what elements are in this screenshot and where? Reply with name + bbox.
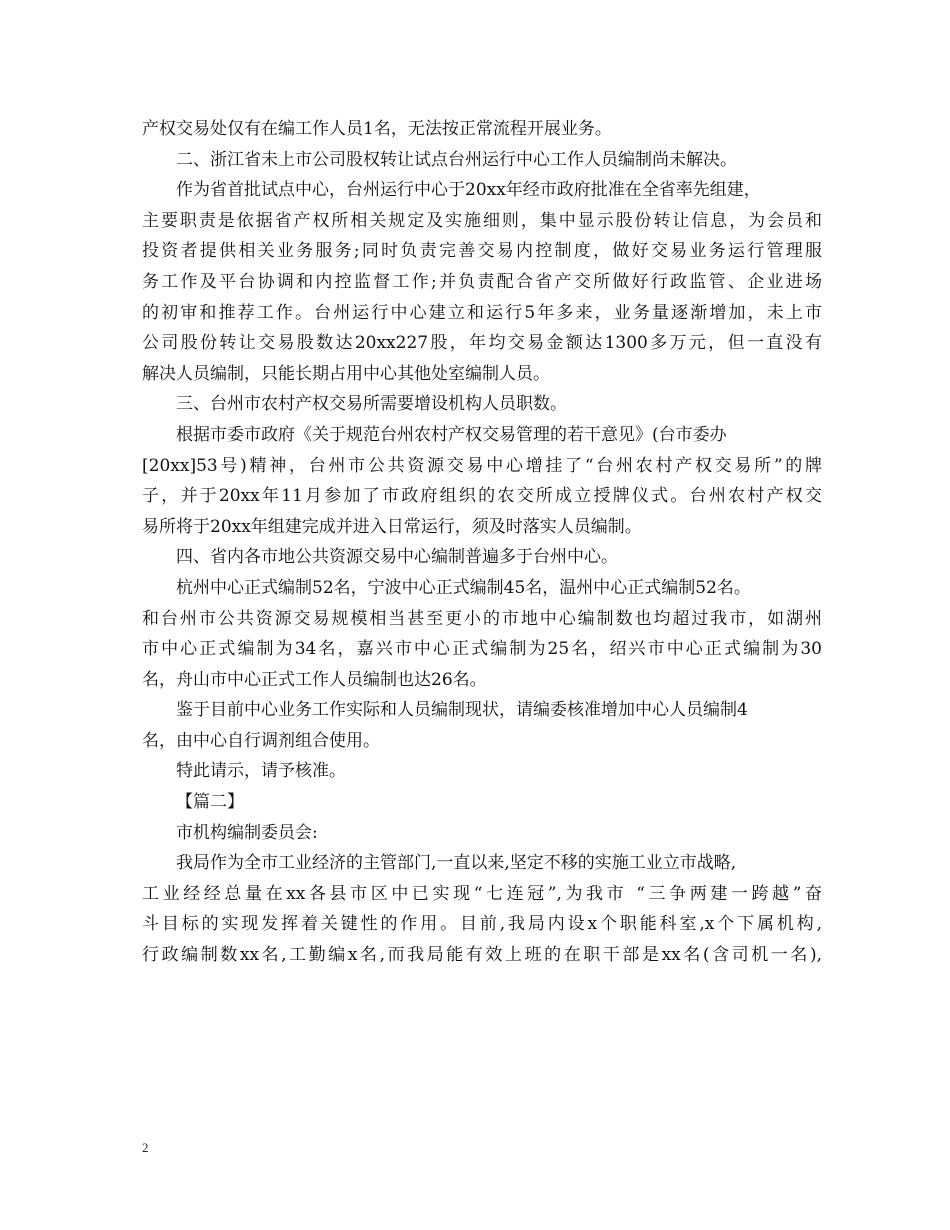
text-line: 二、浙江省未上市公司股权转让试点台州运行中心工作人员编制尚未解决。: [176, 149, 737, 170]
text-line: 根据市委市政府《关于规范台州农村产权交易管理的若干意见》(台市委办: [176, 424, 727, 445]
text-line: 解决人员编制，只能长期占用中心其他处室编制人员。: [142, 363, 550, 384]
text-line: 务工作及平台协调和内控监督工作;并负责配合省产交所做好行政监管、企业进场: [142, 271, 822, 292]
document-body: [142, 114, 822, 971]
text-line: 和台州市公共资源交易规模相当甚至更小的市地中心编制数也均超过我市，如湖州: [142, 608, 822, 629]
text-line: 斗目标的实现发挥着关键性的作用。目前,我局内设x个职能科室,x个下属机构,: [142, 914, 822, 935]
text-line: 子，并于20xx年11月参加了市政府组织的农交所成立授牌仪式。台州农村产权交: [142, 486, 822, 507]
text-line: 名，由中心自行调剂组合使用。: [142, 730, 380, 751]
text-line: 行政编制数xx名,工勤编x名,而我局能有效上班的在职干部是xx名(含司机一名),: [142, 945, 822, 966]
text-line: 作为省首批试点中心，台州运行中心于20xx年经市政府批准在全省率先组建，: [176, 180, 761, 201]
text-line: 产权交易处仅有在编工作人员1名，无法按正常流程开展业务。: [142, 119, 612, 139]
text-line: 工业经经总量在xx各县市区中已实现“七连冠”,为我市 “三争两建一跨越”奋: [142, 883, 822, 904]
page-number: 2: [142, 1140, 149, 1155]
text-line: 公司股份转让交易股数达20xx227股，年均交易金额达1300多万元，但一直没有: [142, 333, 822, 354]
text-line: 三、台州市农村产权交易所需要增设机构人员职数。: [176, 394, 567, 415]
text-line: 市机构编制委员会:: [176, 822, 318, 843]
text-line: 主要职责是依据省产权所相关规定及实施细则，集中显示股份转让信息，为会员和: [142, 210, 822, 231]
text-line: 特此请示，请予核准。: [176, 761, 346, 782]
text-line: 【篇二】: [176, 792, 244, 813]
text-line: 杭州中心正式编制52名，宁波中心正式编制45名，温州中心正式编制52名。: [176, 577, 751, 598]
text-line: 四、省内各市地公共资源交易中心编制普遍多于台州中心。: [176, 547, 618, 568]
text-line: 名，舟山市中心正式工作人员编制也达26名。: [142, 669, 487, 690]
text-line: 我局作为全市工业经济的主管部门,一直以来,坚定不移的实施工业立市战略,: [176, 853, 737, 874]
text-line: 投资者提供相关业务服务;同时负责完善交易内控制度，做好交易业务运行管理服: [142, 241, 822, 262]
text-line: [20xx]53号)精神，台州市公共资源交易中心增挂了“台州农村产权交易所”的牌: [142, 455, 822, 476]
text-line: 市中心正式编制为34名，嘉兴市中心正式编制为25名，绍兴市中心正式编制为30: [142, 639, 822, 660]
text-line: 鉴于目前中心业务工作实际和人员编制现状，请编委核准增加中心人员编制4: [176, 700, 748, 721]
text-line: 的初审和推荐工作。台州运行中心建立和运行5年多来，业务量逐渐增加，未上市: [142, 302, 822, 323]
text-line: 易所将于20xx年组建完成并进入日常运行，须及时落实人员编制。: [142, 516, 642, 537]
